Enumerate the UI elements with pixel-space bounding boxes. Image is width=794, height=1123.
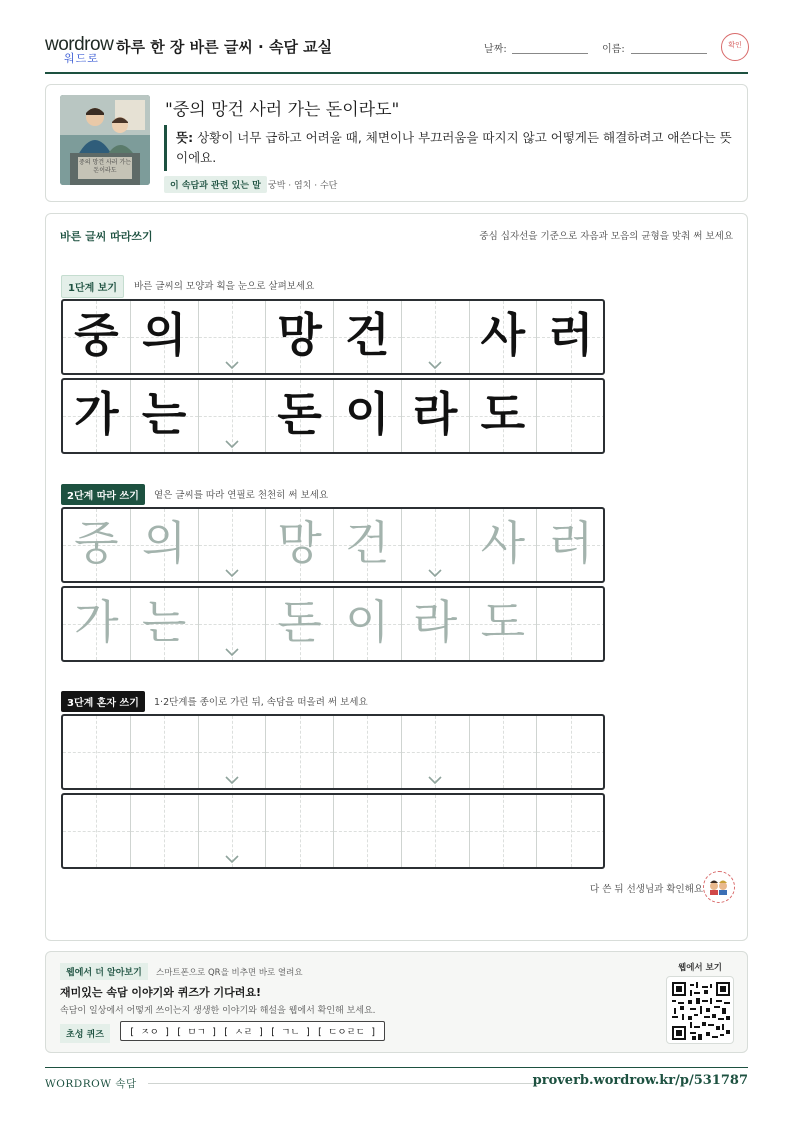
hangul-char: 건 bbox=[345, 308, 390, 362]
writing-cell[interactable] bbox=[63, 509, 131, 581]
hangul-char: 의 bbox=[141, 516, 187, 570]
date-field[interactable] bbox=[512, 53, 588, 54]
step3-badge: 3단계 혼자 쓰기 bbox=[61, 691, 145, 712]
hangul-char: 이 bbox=[345, 387, 390, 441]
writing-cell[interactable] bbox=[199, 716, 267, 788]
hangul-char: 가 bbox=[74, 387, 119, 441]
writing-cell bbox=[334, 380, 402, 452]
writing-cell bbox=[199, 380, 267, 452]
writing-cell bbox=[63, 380, 131, 452]
writing-cell[interactable] bbox=[334, 588, 402, 660]
date-label: 날짜: bbox=[484, 44, 507, 55]
related-words-tag: 이 속담과 관련 있는 말 bbox=[164, 176, 267, 193]
practice-title: 바른 글씨 따라쓰기 bbox=[60, 230, 153, 243]
writing-cell[interactable] bbox=[131, 795, 199, 867]
writing-cell bbox=[334, 301, 402, 373]
hangul-char: 망 bbox=[277, 516, 322, 570]
writing-cell bbox=[131, 380, 199, 452]
web-promo-section bbox=[45, 951, 748, 1053]
hangul-char: 라 bbox=[412, 387, 458, 441]
hangul-char: 러 bbox=[548, 308, 594, 362]
meaning-label: 뜻: bbox=[176, 130, 194, 145]
web-more-tag: 웹에서 더 알아보기 bbox=[60, 963, 148, 980]
proverb-card bbox=[45, 84, 748, 202]
space-mark-icon bbox=[224, 439, 240, 449]
writing-cell[interactable] bbox=[537, 716, 605, 788]
hangul-char: 이 bbox=[345, 595, 390, 649]
hangul-char: 사 bbox=[480, 308, 526, 362]
writing-cell[interactable] bbox=[334, 509, 402, 581]
space-mark-icon bbox=[224, 647, 240, 657]
qr-label: 웹에서 보기 bbox=[678, 963, 723, 973]
writing-cell[interactable] bbox=[470, 795, 538, 867]
hangul-char: 라 bbox=[412, 595, 458, 649]
writing-cell bbox=[131, 301, 199, 373]
writing-cell[interactable] bbox=[334, 716, 402, 788]
chosung-quiz-tag: 초성 퀴즈 bbox=[60, 1024, 110, 1043]
space-mark-icon bbox=[224, 775, 240, 785]
meaning-text: 상황이 너무 급하고 어려울 때, 체면이나 부끄러움을 따지지 않고 어떻게든 해결하려고 애쓴다는 뜻이에요. bbox=[176, 130, 732, 165]
hangul-char: 사 bbox=[480, 516, 526, 570]
writing-cell[interactable] bbox=[131, 716, 199, 788]
confirm-stamp-icon: 확인 bbox=[721, 33, 749, 61]
space-mark-icon bbox=[224, 568, 240, 578]
writing-cell bbox=[470, 380, 538, 452]
name-field[interactable] bbox=[631, 53, 707, 54]
hangul-char: 도 bbox=[480, 595, 526, 649]
writing-cell[interactable] bbox=[402, 509, 470, 581]
writing-cell[interactable] bbox=[470, 588, 538, 660]
step2-row1[interactable] bbox=[61, 507, 605, 583]
writing-cell bbox=[537, 301, 605, 373]
space-mark-icon bbox=[224, 854, 240, 864]
practice-guide: 중심 십자선을 기준으로 자음과 모음의 균형을 맞춰 써 보세요 bbox=[479, 231, 733, 242]
writing-cell bbox=[199, 301, 267, 373]
chosung-quiz: [ ㅈㅇ ] [ ㅁㄱ ] [ ㅅㄹ ] [ ㄱㄴ ] [ ㄷㅇㄹㄷ ] bbox=[120, 1021, 385, 1041]
writing-cell[interactable] bbox=[402, 716, 470, 788]
writing-cell[interactable] bbox=[470, 509, 538, 581]
step1-row1 bbox=[61, 299, 605, 375]
writing-cell[interactable] bbox=[266, 509, 334, 581]
step2-row2[interactable] bbox=[61, 586, 605, 662]
writing-cell[interactable] bbox=[131, 509, 199, 581]
proverb-meaning bbox=[176, 128, 736, 168]
step2-badge: 2단계 따라 쓰기 bbox=[61, 484, 145, 505]
writing-cell[interactable] bbox=[199, 509, 267, 581]
wordrow-logo: wordrow bbox=[45, 34, 114, 55]
handwriting-practice-section bbox=[45, 213, 748, 941]
hangul-char: 돈 bbox=[277, 595, 322, 649]
hangul-char: 도 bbox=[480, 387, 526, 441]
hangul-char: 는 bbox=[141, 595, 187, 649]
writing-cell bbox=[266, 380, 334, 452]
hangul-char: 중 bbox=[74, 516, 119, 570]
name-label: 이름: bbox=[602, 44, 625, 55]
writing-cell bbox=[402, 380, 470, 452]
footer-url[interactable]: proverb.wordrow.kr/p/531787 bbox=[532, 1073, 748, 1088]
thumb-caption: 중의 망건 사러 가는 돈이라도 bbox=[78, 159, 132, 174]
space-mark-icon bbox=[224, 360, 240, 370]
writing-cell[interactable] bbox=[537, 509, 605, 581]
proverb-illustration bbox=[60, 95, 150, 185]
writing-cell[interactable] bbox=[334, 795, 402, 867]
writing-cell[interactable] bbox=[537, 795, 605, 867]
hangul-char: 돈 bbox=[277, 387, 322, 441]
writing-cell[interactable] bbox=[131, 588, 199, 660]
meaning-accent-bar bbox=[164, 125, 167, 171]
writing-cell[interactable] bbox=[63, 588, 131, 660]
hangul-char: 가 bbox=[74, 595, 119, 649]
writing-cell bbox=[63, 301, 131, 373]
step1-row2 bbox=[61, 378, 605, 454]
space-mark-icon bbox=[427, 568, 443, 578]
writing-cell[interactable] bbox=[266, 588, 334, 660]
wordrow-logo-sub: 워드로 bbox=[64, 52, 99, 65]
qr-code-icon[interactable] bbox=[666, 976, 734, 1044]
writing-cell[interactable] bbox=[63, 795, 131, 867]
related-words: 궁박 · 염치 · 수단 bbox=[268, 181, 338, 191]
step2-desc: 옅은 글씨를 따라 연필로 천천히 써 보세요 bbox=[154, 490, 329, 501]
step1-desc: 바른 글씨의 모양과 획을 눈으로 살펴보세요 bbox=[134, 281, 315, 292]
writing-cell bbox=[470, 301, 538, 373]
footer-rule bbox=[148, 1083, 538, 1084]
footer-divider bbox=[45, 1067, 748, 1068]
space-mark-icon bbox=[427, 360, 443, 370]
page-header bbox=[45, 30, 748, 74]
web-title: 재미있는 속담 이야기와 퀴즈가 기다려요! bbox=[60, 986, 261, 999]
proverb-title: "중의 망건 사러 가는 돈이라도" bbox=[165, 100, 400, 120]
writing-cell[interactable] bbox=[63, 716, 131, 788]
hangul-char: 중 bbox=[74, 308, 119, 362]
hangul-char: 의 bbox=[141, 308, 187, 362]
writing-cell bbox=[402, 301, 470, 373]
space-mark-icon bbox=[427, 775, 443, 785]
writing-cell[interactable] bbox=[266, 716, 334, 788]
page-title: 하루 한 장 바른 글씨 · 속담 교실 bbox=[116, 38, 333, 56]
step3-desc: 1·2단계를 종이로 가린 뒤, 속담을 떠올려 써 보세요 bbox=[154, 697, 368, 708]
footer-brand: WORDROW 속담 bbox=[45, 1078, 137, 1090]
hangul-char: 러 bbox=[548, 516, 594, 570]
writing-cell[interactable] bbox=[537, 588, 605, 660]
web-desc: 속담이 일상에서 어떻게 쓰이는지 생생한 이야기와 해설을 웹에서 확인해 보세요. bbox=[60, 1006, 376, 1016]
teacher-check-stamp-icon bbox=[703, 871, 735, 903]
hangul-char: 망 bbox=[277, 308, 322, 362]
hangul-char: 건 bbox=[345, 516, 390, 570]
writing-cell bbox=[537, 380, 605, 452]
writing-cell[interactable] bbox=[199, 588, 267, 660]
writing-cell[interactable] bbox=[199, 795, 267, 867]
teacher-note: 다 쓴 뒤 선생님과 확인해요 bbox=[590, 884, 704, 895]
writing-cell bbox=[266, 301, 334, 373]
writing-cell[interactable] bbox=[470, 716, 538, 788]
writing-cell[interactable] bbox=[266, 795, 334, 867]
hangul-char: 는 bbox=[141, 387, 187, 441]
step3-row2[interactable] bbox=[61, 793, 605, 869]
qr-hint: 스마트폰으로 QR을 비추면 바로 열려요 bbox=[156, 968, 303, 978]
writing-cell[interactable] bbox=[402, 795, 470, 867]
step1-badge: 1단계 보기 bbox=[61, 275, 124, 298]
writing-cell[interactable] bbox=[402, 588, 470, 660]
step3-row1[interactable] bbox=[61, 714, 605, 790]
